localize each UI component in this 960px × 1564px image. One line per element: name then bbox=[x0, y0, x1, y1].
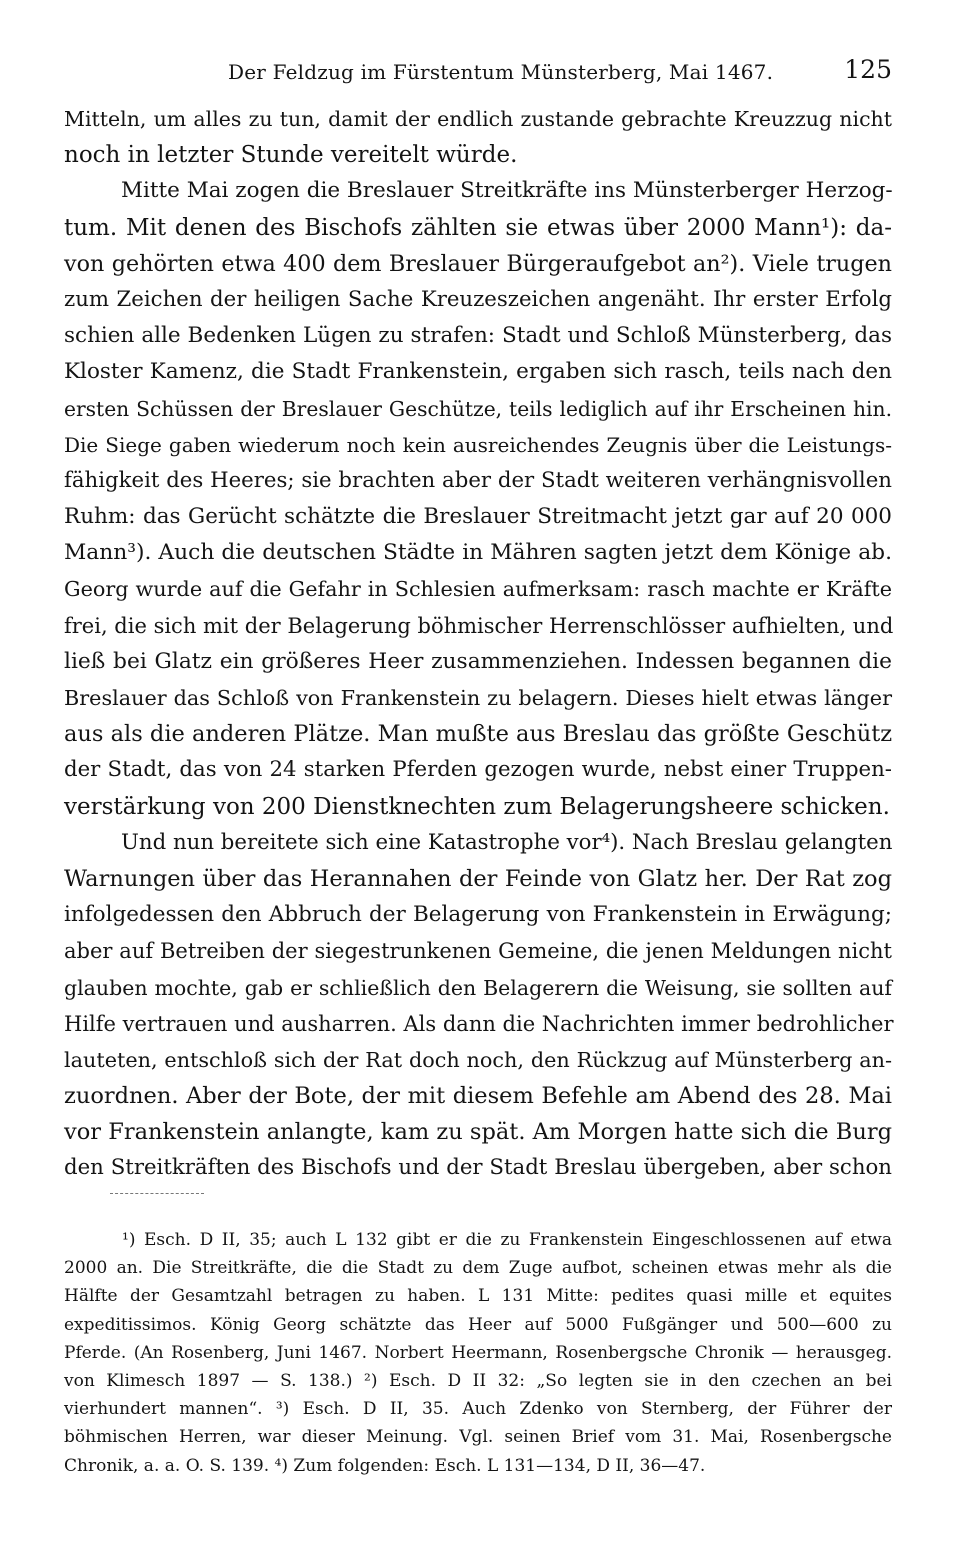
text-line: Und nun bereitete sich eine Katastrophe vor⁴). Nach Breslau gelangten bbox=[121, 829, 893, 855]
text-line: der Stadt, das von 24 starken Pferden gezogen wurde, nebst einer Truppen- bbox=[64, 757, 892, 783]
text-line: Georg wurde auf die Gefahr in Schlesien aufmerksam: rasch machte er Kräfte bbox=[64, 577, 892, 602]
footnote-line: expeditissimos. König Georg schätzte das Heer auf 5000 Fußgänger und 500—600 zu bbox=[64, 1314, 892, 1335]
running-header bbox=[64, 55, 892, 92]
text-line: Warnungen über das Herannahen der Feinde von Glatz her. Der Rat zog bbox=[64, 865, 892, 892]
text-line: ließ bei Glatz ein größeres Heer zusammenziehen. Indessen begannen die bbox=[64, 648, 892, 674]
footnote-divider bbox=[110, 1193, 204, 1194]
text-line: tum. Mit denen des Bischofs zählten sie etwas über 2000 Mann¹): da- bbox=[64, 214, 892, 241]
footnote-line: Hälfte der Gesamtzahl betragen zu haben. L 131 Mitte: pedites quasi mille et equites bbox=[64, 1286, 892, 1307]
footnote-line: ¹) Esch. D II, 35; auch L 132 gibt er die zu Frankenstein Eingeschlossenen auf etwa bbox=[122, 1230, 892, 1250]
footnote-line: vierhundert mannen“. ³) Esch. D II, 35. Auch Zdenko von Sternberg, der Führer der bbox=[64, 1399, 892, 1420]
footnote-line: Chronik, a. a. O. S. 139. ⁴) Zum folgenden: Esch. L 131—134, D II, 36—47. bbox=[64, 1455, 706, 1476]
text-line: Kloster Kamenz, die Stadt Frankenstein, ergaben sich rasch, teils nach den bbox=[64, 359, 892, 385]
text-line: Breslauer das Schloß von Frankenstein zu belagern. Dieses hielt etwas länger bbox=[64, 686, 892, 710]
text-line: schien alle Bedenken Lügen zu strafen: Stadt und Schloß Münsterberg, das bbox=[64, 323, 892, 349]
page-number: 125 bbox=[844, 55, 892, 84]
footnote-line: 2000 an. Die Streitkräfte, die die Stadt zu dem Zuge aufbot, scheinen etwas mehr als die bbox=[64, 1258, 892, 1279]
text-line: Ruhm: das Gerücht schätzte die Breslauer Streitmacht jetzt gar auf 20 000 bbox=[64, 504, 892, 530]
text-line: verstärkung von 200 Dienstknechten zum Belagerungsheere schicken. bbox=[64, 793, 890, 820]
footnote-line: Pferde. (An Rosenberg, Juni 1467. Norbert Heermann, Rosenbergsche Chronik — herausgeg. bbox=[64, 1342, 892, 1363]
footnote-line: von Klimesch 1897 — S. 138.) ²) Esch. D II 32: „So legten sie in den czechen an bei bbox=[64, 1370, 892, 1391]
text-line: zuordnen. Aber der Bote, der mit diesem Befehle am Abend des 28. Mai bbox=[64, 1083, 892, 1110]
text-line: aber auf Betreiben der siegestrunkenen Gemeine, die jenen Meldungen nicht bbox=[64, 939, 892, 964]
text-line: von gehörten etwa 400 dem Breslauer Bürgeraufgebot an²). Viele trugen bbox=[64, 250, 892, 277]
text-line: fähigkeit des Heeres; sie brachten aber der Stadt weiteren verhängnisvollen bbox=[64, 467, 892, 493]
text-line: Hilfe vertrauen und ausharren. Als dann die Nachrichten immer bedrohlicher bbox=[64, 1011, 894, 1036]
text-line: Mann³). Auch die deutschen Städte in Mähren sagten jetzt dem Könige ab. bbox=[64, 540, 892, 566]
text-line: glauben mochte, gab er schließlich den Belagerern die Weisung, sie sollten auf bbox=[64, 975, 892, 1000]
text-line: Die Siege gaben wiederum noch kein ausreichendes Zeugnis über die Leistungs- bbox=[64, 432, 892, 457]
footnotes bbox=[64, 1226, 892, 1480]
main-text bbox=[64, 101, 892, 1187]
text-line: Mitteln, um alles zu tun, damit der endlich zustande gebrachte Kreuzzug nicht bbox=[64, 107, 892, 131]
text-line: lauteten, entschloß sich der Rat doch noch, den Rückzug auf Münsterberg an- bbox=[64, 1047, 892, 1072]
text-line: noch in letzter Stunde vereitelt würde. bbox=[64, 142, 518, 169]
footnote-line: böhmischen Herren, war dieser Meinung. Vgl. seinen Brief vom 31. Mai, Rosenbergsche bbox=[64, 1427, 892, 1448]
text-line: ersten Schüssen der Breslauer Geschütze, teils lediglich auf ihr Erscheinen hin. bbox=[64, 396, 892, 421]
text-line: frei, die sich mit der Belagerung böhmischer Herrenschlösser aufhielten, und bbox=[64, 613, 894, 638]
text-line: den Streitkräften des Bischofs und der Stadt Breslau übergeben, aber schon bbox=[64, 1155, 892, 1181]
text-line: aus als die anderen Plätze. Man mußte aus Breslau das größte Geschütz bbox=[64, 721, 893, 748]
text-line: Mitte Mai zogen die Breslauer Streitkräfte ins Münsterberger Herzog- bbox=[121, 178, 893, 204]
text-line: infolgedessen den Abbruch der Belagerung von Frankenstein in Erwägung; bbox=[64, 902, 892, 928]
running-title: Der Feldzug im Fürstentum Münsterberg, Mai 1467. bbox=[228, 60, 774, 84]
text-line: zum Zeichen der heiligen Sache Kreuzeszeichen angenäht. Ihr erster Erfolg bbox=[64, 286, 892, 312]
text-line: vor Frankenstein anlangte, kam zu spät. Am Morgen hatte sich die Burg bbox=[64, 1119, 892, 1146]
